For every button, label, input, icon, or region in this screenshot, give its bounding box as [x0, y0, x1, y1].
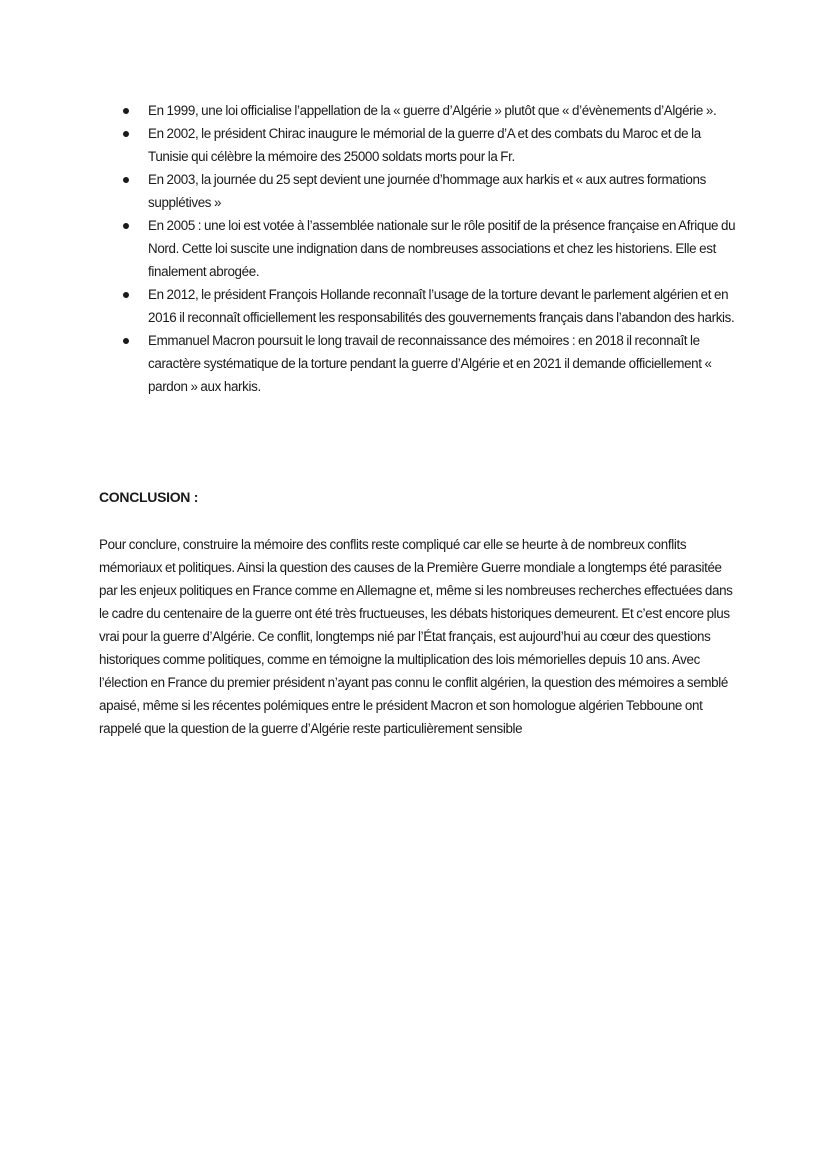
conclusion-heading: CONCLUSION :: [99, 489, 199, 505]
list-item: [99, 168, 739, 214]
list-item-text: En 1999, une loi officialise l’appellation de la « guerre d’Algérie » plutôt que « d’évènements d’Algérie ».: [148, 103, 717, 118]
bullet-icon: [123, 223, 129, 229]
bullet-list: [99, 99, 739, 398]
list-item-text: En 2003, la journée du 25 sept devient une journée d’hommage aux harkis et « aux autres formations supplétives »: [148, 172, 706, 210]
bullet-icon: [123, 292, 129, 298]
list-item-text: En 2002, le président Chirac inaugure le mémorial de la guerre d’A et des combats du Maroc et de la Tunisie qui célèbre la mémoire des 25000 soldats morts pour la Fr.: [148, 126, 701, 164]
conclusion-paragraph: Pour conclure, construire la mémoire des conflits reste compliqué car elle se heurte à de nombreux conflits mémoriaux et politiques. Ainsi la question des causes de la Première Guerre mondiale a longtemps été parasitée par les enjeux politiques en France comme en Allemagne et, même si les nombreuses recherches effectuées dans le cadre du centenaire de la guerre ont été très fructueuses, les débats historiques demeurent. Et c’est encore plus vrai pour la guerre d’Algérie. Ce conflit, longtemps nié par l’État français, est aujourd’hui au cœur des questions historiques comme politiques, comme en témoigne la multiplication des lois mémorielles depuis 10 ans. Avec l’élection en France du premier président n’ayant pas connu le conflit algérien, la question des mémoires a semblé apaisé, même si les récentes polémiques entre le président Macron et son homologue algérien Tebboune ont rappelé que la question de la guerre d’Algérie reste particulièrement sensible: [99, 537, 733, 736]
list-item: [99, 329, 739, 398]
list-item-text: En 2005 : une loi est votée à l’assemblée nationale sur le rôle positif de la présence française en Afrique du Nord. Cette loi suscite une indignation dans de nombreuses associations et chez les historiens. Elle est finalement abrogée.: [148, 218, 736, 279]
list-item-text: Emmanuel Macron poursuit le long travail de reconnaissance des mémoires : en 2018 il reconnaît le caractère systématique de la torture pendant la guerre d’Algérie et en 2021 il demande officiellement « pardon » aux harkis.: [148, 333, 712, 394]
bullet-icon: [123, 108, 129, 114]
bullet-icon: [123, 177, 129, 183]
list-item-text: En 2012, le président François Hollande reconnaît l’usage de la torture devant le parlement algérien et en 2016 il reconnaît officiellement les responsabilités des gouvernements français dans l’abandon des harkis.: [148, 287, 735, 325]
bullet-icon: [123, 338, 129, 344]
bullet-icon: [123, 131, 129, 137]
list-item: [99, 122, 739, 168]
list-item: [99, 99, 739, 122]
list-item: [99, 283, 739, 329]
list-item: [99, 214, 739, 283]
